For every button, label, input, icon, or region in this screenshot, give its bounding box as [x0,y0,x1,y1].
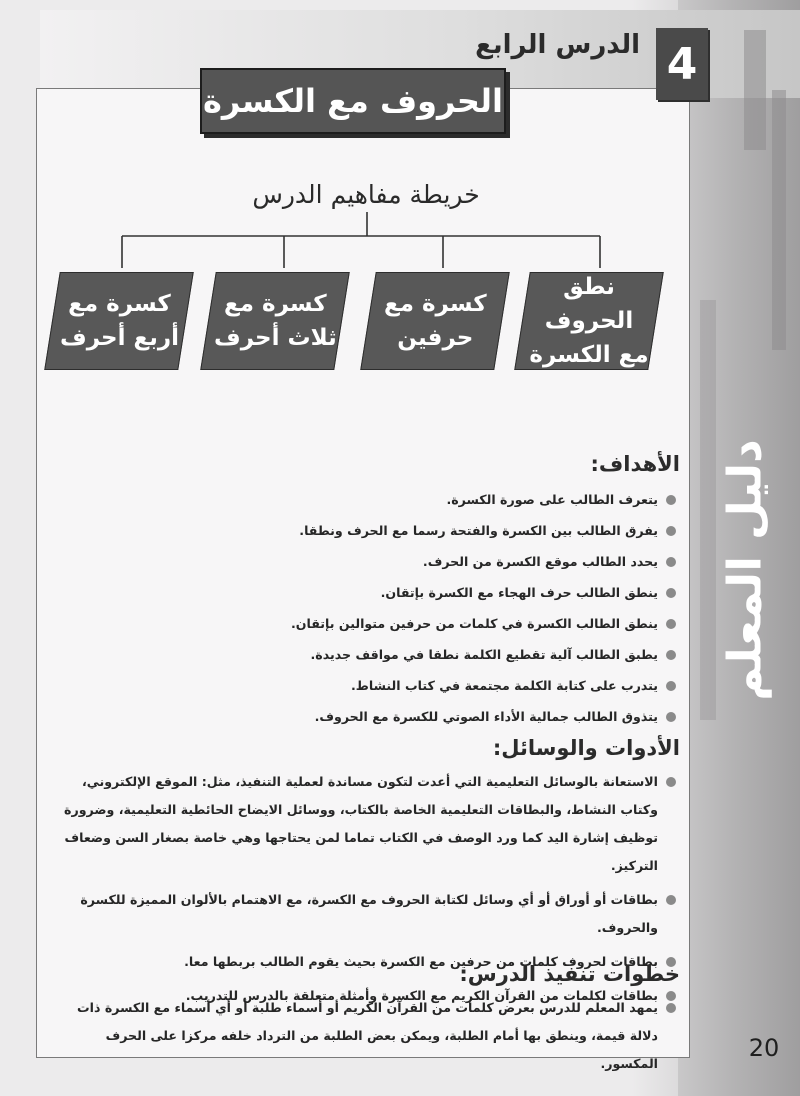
bullet-icon [666,557,676,567]
page-number: 20 [748,1034,780,1062]
lesson-number-badge: 4 [656,28,708,100]
bullet-icon [666,681,676,691]
bullet-icon [666,526,676,536]
steps-heading: خطوات تنفيذ الدرس: [459,962,680,986]
concept-box: كسرة مع أربع أحرف [44,272,194,370]
list-item: بطاقات لحروف كلمات من حرفين مع الكسرة بحيث يقوم الطالب بربطها معا. [56,948,680,976]
bullet-icon [666,495,676,505]
list-item: يحدد الطالب موقع الكسرة من الحرف. [56,546,680,577]
tools-heading: الأدوات والوسائل: [492,736,680,760]
lesson-title: الحروف مع الكسرة [203,82,503,120]
goals-heading: الأهداف: [590,452,680,476]
bullet-icon [666,777,676,787]
list-item: يتذوق الطالب جمالية الأداء الصوتي للكسرة مع الحروف. [56,701,680,732]
list-item: يتعرف الطالب على صورة الكسرة. [56,484,680,515]
list-item: ينطق الطالب حرف الهجاء مع الكسرة بإتقان. [56,577,680,608]
concept-box: كسرة مع ثلاث أحرف [200,272,350,370]
concept-box: نطق الحروف مع الكسرة [514,272,664,370]
side-title: دليل المعلم [718,439,772,701]
list-item: يفرق الطالب بين الكسرة والفتحة رسما مع الحرف ونطقا. [56,515,680,546]
goals-list [56,484,680,732]
concept-box: كسرة مع حرفين [360,272,510,370]
bullet-icon [666,712,676,722]
list-item: يتدرب على كتابة الكلمة مجتمعة في كتاب النشاط. [56,670,680,701]
bullet-icon [666,1003,676,1013]
bullet-icon [666,895,676,905]
concept-map-title: خريطة مفاهيم الدرس [252,180,480,209]
lesson-label: الدرس الرابع [475,30,640,60]
steps-list [56,994,680,1078]
bullet-icon [666,650,676,660]
bullet-icon [666,588,676,598]
list-item: الاستعانة بالوسائل التعليمية التي أعدت لتكون مساندة لعملية التنفيذ، مثل: الموقع الإلكتروني، وكتاب النشاط، والبطاقات التعليمية الخاصة بالكتاب، ووسائل الايضاح الحائطية التعليمية، وضرورة توظيف إشارة اليد كما ورد الوصف في الكتاب تماما لمن يحتاجها وهي خاصة بصغار السن وضعاف التركيز. [56,768,680,880]
bullet-icon [666,619,676,629]
list-item: بطاقات أو أوراق أو أي وسائل لكتابة الحروف مع الكسرة، مع الاهتمام بالألوان المميزة للكسرة والحروف. [56,886,680,942]
list-item: بطاقات لكلمات من القرآن الكريم مع الكسرة وأمثلة متعلقة بالدرس للتدريب. [56,982,680,1010]
list-item: ينطق الطالب الكسرة في كلمات من حرفين متوالين بإتقان. [56,608,680,639]
list-item: يطبق الطالب آلية تقطيع الكلمة نطقا في مواقف جديدة. [56,639,680,670]
list-item: يمهد المعلم للدرس بعرض كلمات من القرآن الكريم أو أسماء طلبة أو أي أسماء مع الكسرة ذات دلالة قيمة، وينطق بها أمام الطلبة، ويمكن بعض الطلبة من الترداد خلفه مركزا على الحرف المكسور. [56,994,680,1078]
